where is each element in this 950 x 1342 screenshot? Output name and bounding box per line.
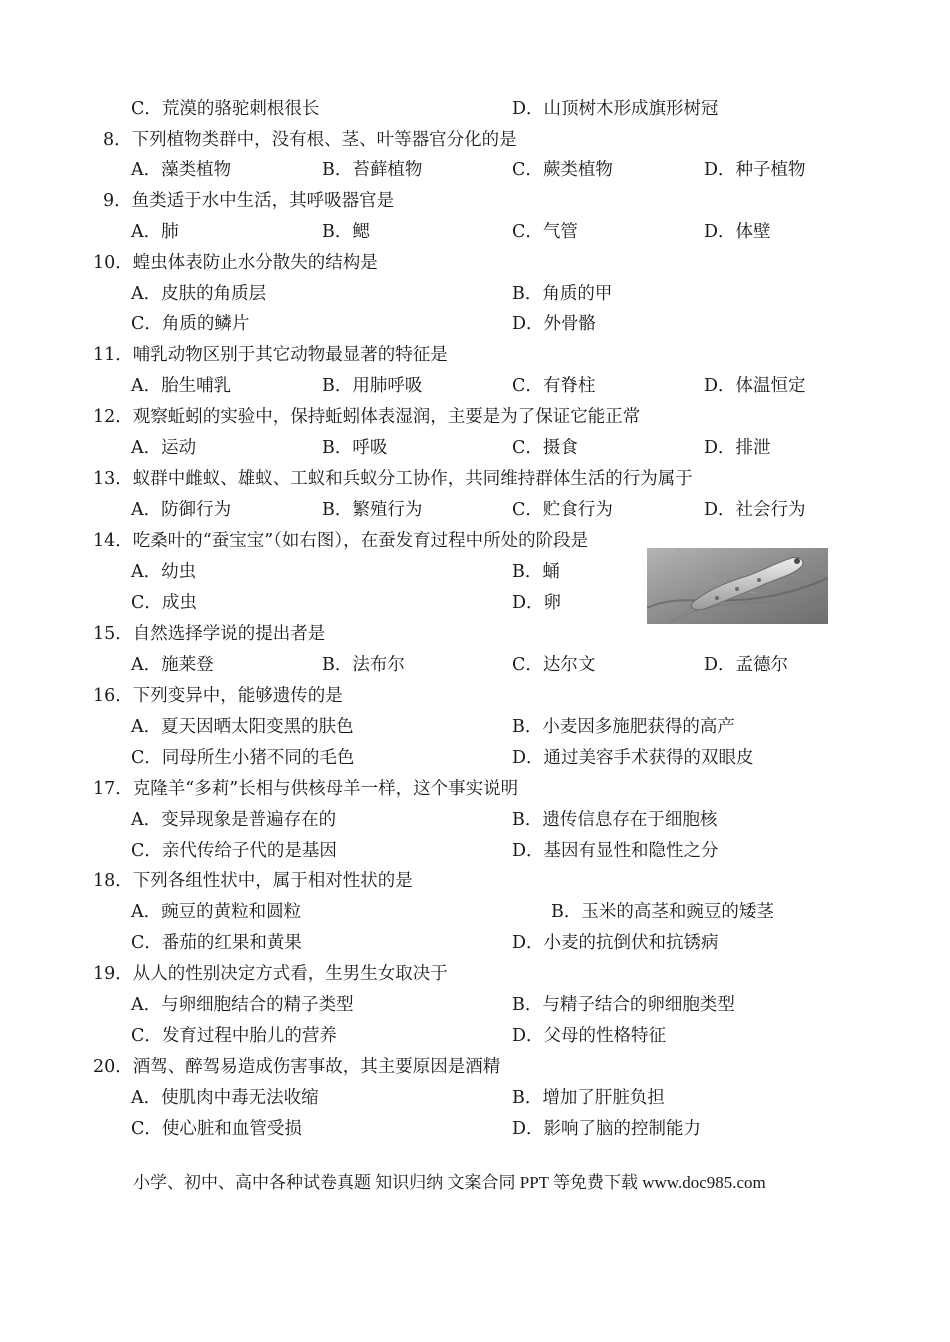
question-16-stem: 16．下列变异中，能够遗传的是 [93,686,343,706]
option-10a: A．皮肤的角质层 [131,284,267,304]
option-8a: A．藻类植物 [131,160,232,180]
option-12b: B．呼吸 [322,438,388,458]
option-14d: D．卵 [512,593,562,613]
option-9c: C．气管 [512,222,578,242]
option-17b: B．遗传信息存在于细胞核 [512,810,718,830]
question-14-stem: 14．吃桑叶的“蚕宝宝”（如右图），在蚕发育过程中所处的阶段是 [93,531,589,551]
option-20d: D．影响了脑的控制能力 [512,1119,702,1139]
silkworm-photo [647,548,828,624]
question-17-stem: 17．克隆羊“多莉”长相与供核母羊一样，这个事实说明 [93,779,519,799]
option-18b: B．玉米的高茎和豌豆的矮茎 [551,902,774,922]
option-11d: D．体温恒定 [704,376,806,396]
option-19d: D．父母的性格特征 [512,1026,667,1046]
option-16d: D．通过美容手术获得的双眼皮 [512,748,754,768]
option-12c: C．摄食 [512,438,578,458]
option-8b: B．苔藓植物 [322,160,423,180]
option-14b: B．蛹 [512,562,560,582]
option-17c: C．亲代传给子代的是基因 [131,841,337,861]
option-9d: D．体壁 [704,222,771,242]
option-10d: D．外骨骼 [512,314,597,334]
option-13a: A．防御行为 [131,500,232,520]
option-13d: D．社会行为 [704,500,806,520]
page-footer: 小学、初中、高中各种试卷真题 知识归纳 文案合同 PPT 等免费下载 www.doc985.com [133,1173,766,1192]
question-13-stem: 13．蚁群中雌蚁、雄蚁、工蚁和兵蚁分工协作，共同维持群体生活的行为属于 [93,469,693,489]
option-20c: C．使心脏和血管受损 [131,1119,302,1139]
option-19b: B．与精子结合的卵细胞类型 [512,995,735,1015]
option-16b: B．小麦因多施肥获得的高产 [512,717,735,737]
question-12-stem: 12．观察蚯蚓的实验中，保持蚯蚓体表湿润，主要是为了保证它能正常 [93,407,641,427]
option-18d: D．小麦的抗倒伏和抗锈病 [512,933,719,953]
question-20-stem: 20．酒驾、醉驾易造成伤害事故，其主要原因是酒精 [93,1057,501,1077]
question-15-stem: 15．自然选择学说的提出者是 [93,624,326,644]
option-18c: C．番茄的红果和黄果 [131,933,302,953]
option-11b: B．用肺呼吸 [322,376,423,396]
option-14c: C．成虫 [131,593,197,613]
option-12a: A．运动 [131,438,197,458]
option-12d: D．排泄 [704,438,771,458]
option-10c: C．角质的鳞片 [131,314,250,334]
option-18a: A．豌豆的黄粒和圆粒 [131,902,302,922]
question-8-stem: 8．下列植物类群中，没有根、茎、叶等器官分化的是 [103,130,517,150]
question-11-stem: 11．哺乳动物区别于其它动物最显著的特征是 [93,345,448,365]
option-10b: B．角质的甲 [512,284,613,304]
option-11c: C．有脊柱 [512,376,596,396]
question-9-stem: 9．鱼类适于水中生活，其呼吸器官是 [103,191,395,211]
option-20a: A．使肌肉中毒无法收缩 [131,1088,319,1108]
option-15d: D．孟德尔 [704,655,789,675]
option-7d: D．山顶树木形成旗形树冠 [512,99,719,119]
option-19a: A．与卵细胞结合的精子类型 [131,995,354,1015]
option-15a: A．施莱登 [131,655,214,675]
option-17d: D．基因有显性和隐性之分 [512,841,719,861]
option-11a: A．胎生哺乳 [131,376,232,396]
option-19c: C．发育过程中胎儿的营养 [131,1026,337,1046]
option-16a: A．夏天因晒太阳变黑的肤色 [131,717,354,737]
option-9b: B．鳃 [322,222,370,242]
option-17a: A．变异现象是普遍存在的 [131,810,337,830]
option-8c: C．蕨类植物 [512,160,613,180]
option-20b: B．增加了肝脏负担 [512,1088,665,1108]
option-13b: B．繁殖行为 [322,500,423,520]
option-15b: B．法布尔 [322,655,405,675]
question-19-stem: 19．从人的性别决定方式看，生男生女取决于 [93,964,448,984]
option-8d: D．种子植物 [704,160,806,180]
option-15c: C．达尔文 [512,655,596,675]
question-18-stem: 18．下列各组性状中，属于相对性状的是 [93,871,413,891]
option-14a: A．幼虫 [131,562,197,582]
option-13c: C．贮食行为 [512,500,613,520]
option-16c: C．同母所生小猪不同的毛色 [131,748,355,768]
question-10-stem: 10．蝗虫体表防止水分散失的结构是 [93,253,378,273]
option-9a: A．肺 [131,222,179,242]
option-7c: C．荒漠的骆驼刺根很长 [131,99,320,119]
